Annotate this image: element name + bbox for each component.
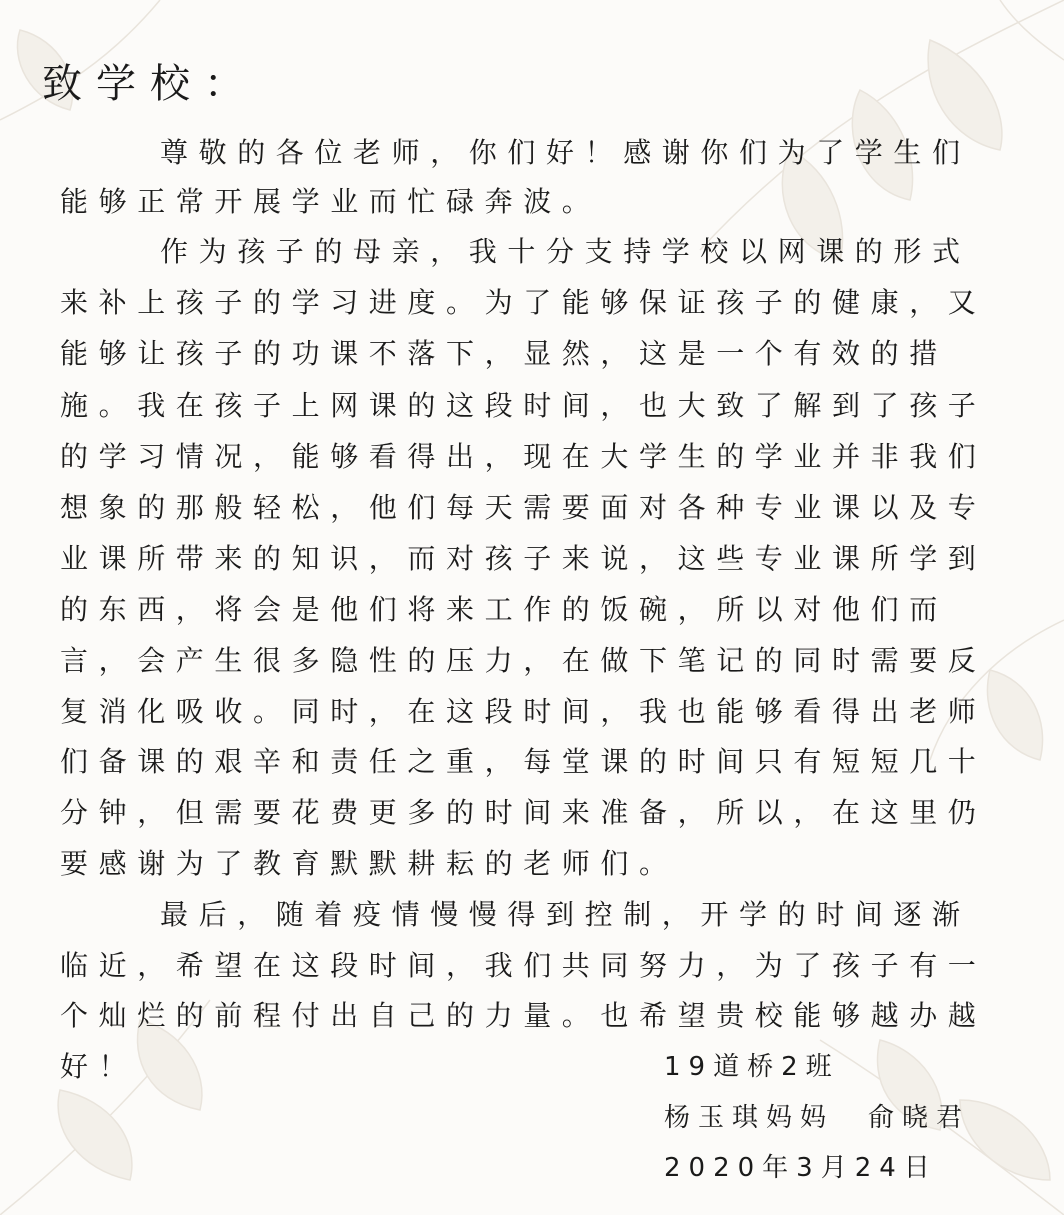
letter-line: 能够让孩子的功课不落下，显然，这是一个有效的措 bbox=[60, 337, 948, 370]
letter-line: 分钟，但需要花费更多的时间来准备，所以，在这里仍 bbox=[60, 796, 987, 829]
letter-line: 施。我在孩子上网课的这段时间，也大致了解到了孩子 bbox=[60, 389, 987, 422]
signature-class: 19道桥2班 bbox=[664, 1052, 840, 1082]
signature-date: 2020年3月24日 bbox=[664, 1153, 938, 1183]
letter-line: 个灿烂的前程付出自己的力量。也希望贵校能够越办越 bbox=[60, 999, 987, 1032]
letter-line: 言，会产生很多隐性的压力，在做下笔记的同时需要反 bbox=[60, 644, 987, 677]
signature-author: 杨玉琪妈妈 俞晓君 bbox=[664, 1103, 971, 1133]
letter-line: 最后，随着疫情慢慢得到控制，开学的时间逐渐 bbox=[160, 898, 971, 931]
letter-line: 能够正常开展学业而忙碌奔波。 bbox=[60, 185, 601, 218]
letter-line: 的东西，将会是他们将来工作的饭碗，所以对他们而 bbox=[60, 593, 948, 626]
letter-line: 想象的那般轻松，他们每天需要面对各种专业课以及专 bbox=[60, 491, 987, 524]
letter-line: 临近，希望在这段时间，我们共同努力，为了孩子有一 bbox=[60, 949, 987, 982]
letter-line: 复消化吸收。同时，在这段时间，我也能够看得出老师 bbox=[60, 695, 987, 728]
letter-line: 尊敬的各位老师，你们好！感谢你们为了学生们 bbox=[160, 136, 971, 169]
letter-line: 作为孩子的母亲，我十分支持学校以网课的形式 bbox=[160, 235, 971, 268]
letter-line: 来补上孩子的学习进度。为了能够保证孩子的健康，又 bbox=[60, 286, 987, 319]
letter-salutation: 致学校： bbox=[42, 61, 258, 107]
letter-line: 业课所带来的知识，而对孩子来说，这些专业课所学到 bbox=[60, 542, 987, 575]
letter-line: 的学习情况，能够看得出，现在大学生的学业并非我们 bbox=[60, 440, 987, 473]
letter-line: 好！ bbox=[60, 1050, 138, 1083]
letter-line: 们备课的艰辛和责任之重，每堂课的时间只有短短几十 bbox=[60, 745, 987, 778]
letter-line: 要感谢为了教育默默耕耘的老师们。 bbox=[60, 847, 678, 880]
